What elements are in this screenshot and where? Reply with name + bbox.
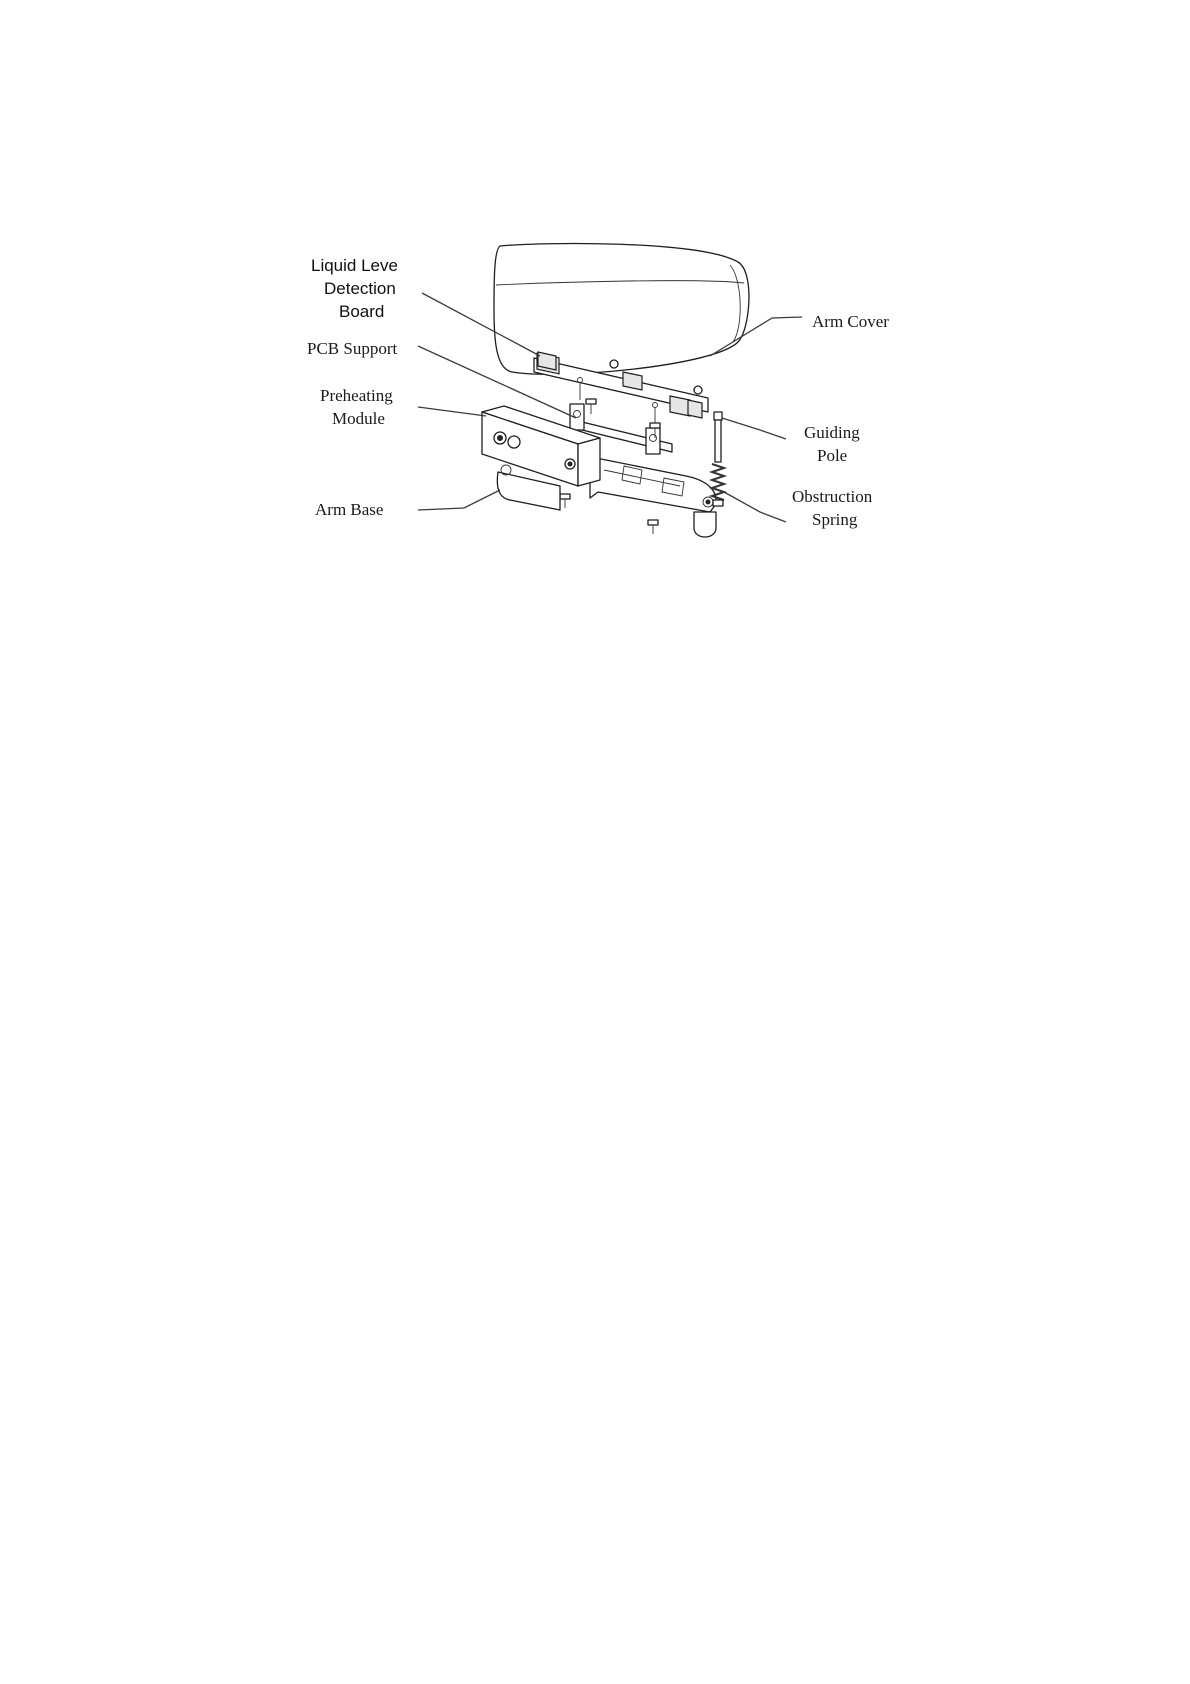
arm-cover	[494, 243, 749, 374]
mounting-screw	[648, 520, 658, 534]
label-liquid-level-board-line1: Liquid Leve	[311, 256, 398, 275]
mounting-screw	[586, 399, 596, 414]
label-arm-base: Arm Base	[315, 500, 384, 519]
label-arm-cover: Arm Cover	[812, 312, 889, 331]
leader-line-guiding-pole	[722, 418, 786, 439]
label-liquid-level-board-line2: Detection	[324, 279, 396, 298]
leader-line-arm-base	[418, 490, 500, 510]
label-pcb-support: PCB Support	[307, 339, 398, 358]
label-obstruction-spring-line1: Obstruction	[792, 487, 873, 506]
label-obstruction-spring-line2: Spring	[812, 510, 858, 529]
guiding-pole	[714, 412, 722, 462]
leader-line-preheating-module	[418, 407, 486, 416]
mounting-screw	[560, 494, 570, 508]
label-preheating-module-line2: Module	[332, 409, 385, 428]
leader-line-obstruction-spring	[724, 492, 786, 522]
obstruction-spring	[712, 464, 724, 506]
label-guiding-pole-line2: Pole	[817, 446, 848, 465]
label-guiding-pole-line1: Guiding	[804, 423, 860, 442]
label-liquid-level-board-line3: Board	[339, 302, 385, 321]
label-preheating-module-line1: Preheating	[320, 386, 393, 405]
